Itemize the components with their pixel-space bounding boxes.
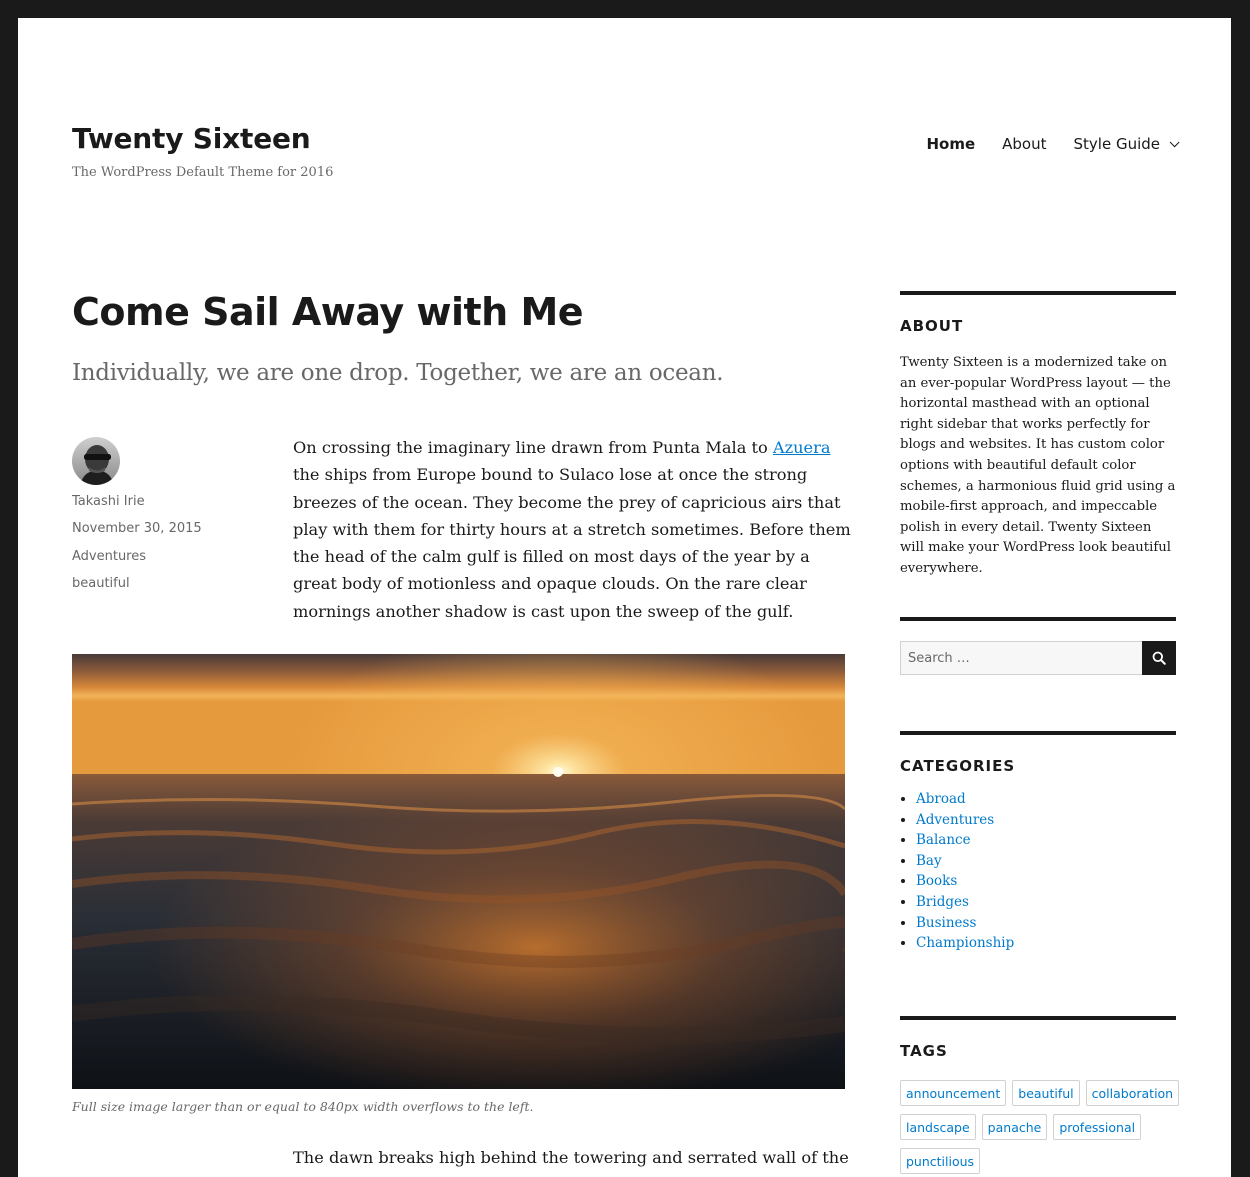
- search-icon: [1152, 651, 1166, 665]
- hero-photo: [72, 654, 845, 1089]
- widget-divider: [900, 1016, 1176, 1020]
- avatar-photo: [72, 437, 120, 485]
- search-form: [900, 641, 1176, 675]
- category-link[interactable]: Adventures: [72, 549, 147, 564]
- categories-title: CATEGORIES: [900, 757, 1016, 775]
- category-link[interactable]: Adventures: [916, 811, 995, 828]
- tags-widget: [900, 1016, 1176, 1174]
- list-item: [916, 871, 1176, 892]
- about-widget: [900, 291, 1176, 580]
- sunset-ocean-image: [72, 654, 845, 1089]
- tag-link[interactable]: announcement: [900, 1080, 1006, 1106]
- category-link[interactable]: Books: [916, 873, 958, 890]
- post-subtitle: Individually, we are one drop. Together, we are an ocean.: [72, 360, 724, 386]
- about-title: ABOUT: [900, 317, 964, 335]
- tag-cloud: [900, 1080, 1180, 1174]
- tag-link[interactable]: professional: [1053, 1114, 1141, 1140]
- tag-link[interactable]: beautiful: [1012, 1080, 1079, 1106]
- search-widget: [900, 617, 1176, 675]
- tag-link[interactable]: punctilious: [900, 1148, 980, 1174]
- about-text: Twenty Sixteen is a modernized take on an ever-popular WordPress layout — the horizontal masthead with an optional right sidebar that works perfectly for blogs and websites. It has custom color options with beautiful default color schemes, a harmonious fluid grid using a mobile-first approach, and impeccable polish in every detail. Twenty Sixteen will make your WordPress look beautiful everywhere.: [900, 355, 1176, 576]
- azuera-link[interactable]: Azuera: [772, 438, 831, 457]
- list-item: [916, 851, 1176, 872]
- site-description: The WordPress Default Theme for 2016: [72, 165, 334, 180]
- nav-item-label: Style Guide: [1073, 135, 1160, 153]
- list-item: [916, 892, 1176, 913]
- post-author[interactable]: [72, 494, 145, 509]
- tags-title: TAGS: [900, 1042, 948, 1060]
- chevron-down-icon[interactable]: [1170, 137, 1180, 147]
- categories-list: [900, 789, 1176, 954]
- widget-divider: [900, 291, 1176, 295]
- category-link[interactable]: Abroad: [916, 791, 966, 807]
- post-tag[interactable]: [72, 576, 130, 591]
- main-navigation: [926, 135, 1176, 153]
- nav-item-style-guide[interactable]: [1074, 135, 1177, 153]
- widget-divider: [900, 731, 1176, 735]
- list-item: [916, 789, 1176, 810]
- nav-item-about[interactable]: About: [1002, 135, 1047, 153]
- author-link[interactable]: Takashi Irie: [72, 494, 145, 509]
- search-input[interactable]: [900, 641, 1142, 675]
- category-link[interactable]: Balance: [916, 832, 971, 849]
- category-link[interactable]: Bay: [916, 852, 942, 869]
- tag-link[interactable]: panache: [982, 1114, 1048, 1140]
- tag-link[interactable]: beautiful: [72, 576, 130, 591]
- nav-item-home[interactable]: Home: [926, 135, 976, 153]
- post-category[interactable]: [72, 549, 146, 564]
- list-item: [916, 933, 1176, 954]
- categories-widget: [900, 731, 1176, 954]
- post-paragraph: [293, 434, 853, 625]
- category-link[interactable]: Championship: [916, 935, 1015, 952]
- tag-link[interactable]: collaboration: [1086, 1080, 1179, 1106]
- post-paragraph-2: The dawn breaks high behind the towering and serrated wall of the: [293, 1148, 849, 1167]
- list-item: [916, 810, 1176, 831]
- paragraph-text: On crossing the imaginary line drawn from Punta Mala to: [293, 438, 773, 457]
- tag-link[interactable]: landscape: [900, 1114, 976, 1140]
- post-date[interactable]: [72, 521, 202, 536]
- category-link[interactable]: Bridges: [916, 893, 969, 910]
- avatar[interactable]: [72, 437, 120, 485]
- category-link[interactable]: Business: [916, 914, 977, 931]
- site-title[interactable]: Twenty Sixteen: [72, 122, 311, 155]
- page: [18, 18, 1231, 1177]
- widget-divider: [900, 617, 1176, 621]
- date-link[interactable]: November 30, 2015: [72, 521, 202, 536]
- search-button[interactable]: [1142, 641, 1176, 675]
- list-item: [916, 830, 1176, 851]
- paragraph-text: the ships from Europe bound to Sulaco lose at once the strong breezes of the ocean. They become the prey of capricious airs that play with them for thirty hours at a stretch sometimes. Before them the head of the calm gulf is filled on most days of the year by a great body of motionless and opaque clouds. On the rare clear mornings another shadow is cast upon the sweep of the gulf.: [293, 465, 851, 621]
- post-title[interactable]: Come Sail Away with Me: [72, 290, 584, 334]
- image-caption: Full size image larger than or equal to 840px width overflows to the left.: [72, 1099, 534, 1114]
- list-item: [916, 913, 1176, 934]
